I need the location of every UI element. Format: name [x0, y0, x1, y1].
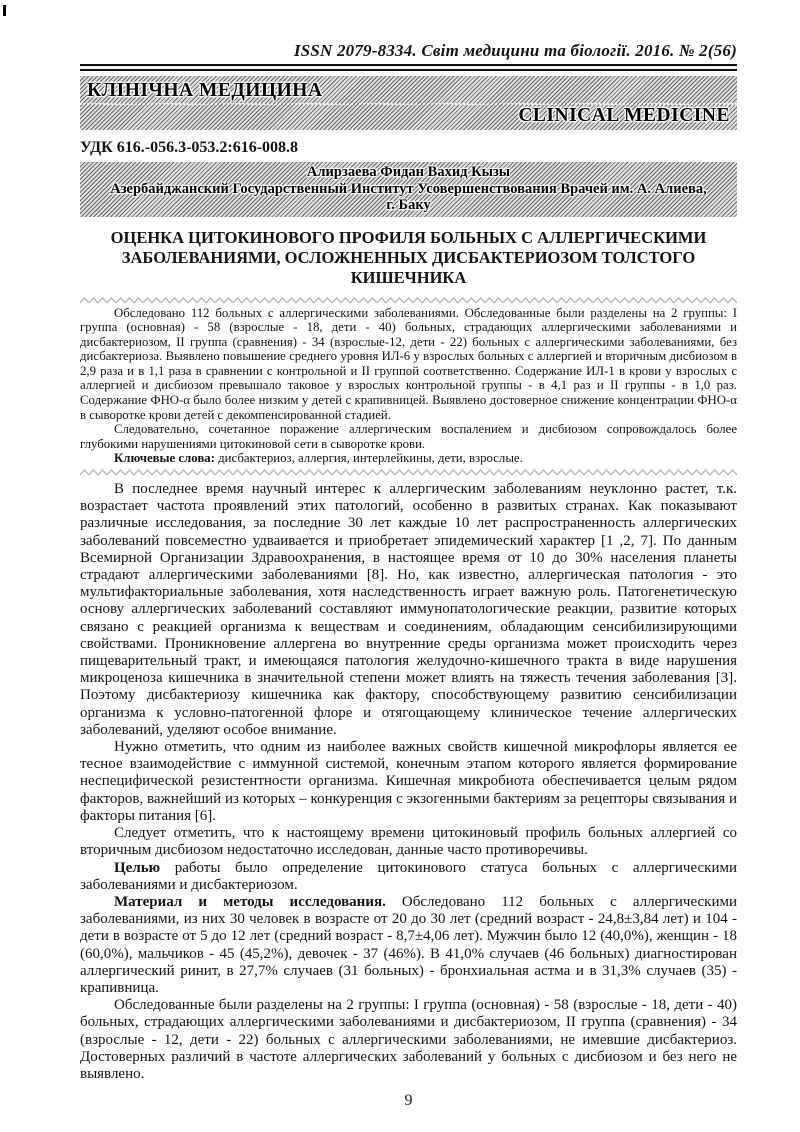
body-paragraph-1: В последнее время научный интерес к аллергическим заболеваниям неуклонно растет, т.к. возрастает частота проявлений этих патологий, особенно в развитых странах. Как показывают различные исследования, за последние 30 лет каждые 10 лет распространенность аллергических заболеваний повсеместно удваивается и приобретает эпидемический характер [1 ,2, 7]. По данным Всемирной Организации Здравоохранения, в настоящее время от 10 до 30% населения планеты страдают аллергическими заболеваниями [8]. Но, как известно, аллергическая патология - это мультифакториальные заболевания, хотя наследственность играет важную роль. Патогенетическую основу аллергических заболеваний составляют иммунопатологические реакции, развитие которых связано с реакцией организма к веществам и соединениям, обладающим сенсибилизирующими свойствами. Проникновение аллергена во внутренние среды организма может происходить через пищеварительный тракт, и имеющаяся патология желудочно-кишечного тракта в виде нарушения микроценоза кишечника в значительной степени может влиять на тяжесть течения заболевания [3]. Поэтому дисбактериозу кишечника как фактору, способствующему развитию сенсибилизации организма к условно-патогенной флоре и отягощающему клиническое течение аллергических заболеваний, уделяют особое внимание. — [80, 481, 737, 738]
page-number: 9 — [404, 1092, 413, 1110]
section-title-ukrainian: КЛІНІЧНА МЕДИЦИНА — [87, 80, 323, 101]
keywords-label: Ключевые слова: — [114, 451, 215, 466]
header-double-rule — [80, 64, 737, 71]
body-paragraph-6: Обследованные были разделены на 2 группы: I группа (основная) - 58 (взрослые - 18, дети - 40) больных, страдающих аллергическими заболеваниями и дисбактериозом, II группа (сравнения) - 34 (взрослые - 12, дети - 22) больных с аллергическими заболеваниями, не имевшие дисбактериоз. Достоверных различий в частоте аллергических заболеваний у больных с дисбиозом и без него не выявлено. — [80, 997, 737, 1082]
body-paragraph-3: Следует отметить, что к настоящему времени цитокиновый профиль больных аллергией со вторичным дисбиозом недостаточно исследован, данные часто противоречивы. — [80, 825, 737, 859]
methods-text: Обследовано 112 больных с аллергическими заболеваниями, из них 30 человек в возрасте от 20 до 30 лет (средний возраст - 24,8±3,84 лет) и 104 - дети в возрасте от 5 до 12 лет (средний возраст - 8,7±4,06 лет). Мужчин было 12 (40,0%), женщин - 18 (60,0%), мальчиков - 45 (45,2%), девочек - 37 (46%). В 41,0% случаев (46 больных) диагностирован аллергический ринит, в 27,7% случаев (31 больных) - бронхиальная астма и в 31,3% случаев (35) - крапивница. — [80, 893, 737, 996]
author-block — [80, 162, 737, 217]
journal-issn-header: ISSN 2079-8334. Світ медицини та біології. 2016. № 2(56) — [293, 41, 737, 60]
body-paragraph-4 — [80, 860, 737, 894]
article-title: ОЦЕНКА ЦИТОКИНОВОГО ПРОФИЛЯ БОЛЬНЫХ С АЛЛЕРГИЧЕСКИМИ ЗАБОЛЕВАНИЯМИ, ОСЛОЖНЕННЫХ ДИСБАКТЕРИОЗОМ ТОЛСТОГО КИШЕЧНИКА — [110, 227, 707, 287]
page-content-column — [80, 0, 737, 1110]
author-city: г. Баку — [386, 197, 431, 213]
body-paragraph-5 — [80, 894, 737, 997]
author-affiliation: Азербайджанский Государственный Институт Усовершенствования Врачей им. А. Алиева, — [110, 180, 707, 197]
section-title-english: CLINICAL MEDICINE — [518, 105, 730, 126]
author-name: Алирзаева Фидан Вахид Кызы — [306, 164, 511, 180]
abstract-section — [80, 306, 737, 467]
keywords-line — [80, 451, 737, 466]
abstract-paragraph-1: Обследовано 112 больных с аллергическими заболеваниями. Обследованные были разделены на 2 группы: I группа (основная) - 58 (взрослые - 18, дети - 40) больных, страдающих аллергическими заболеваниями и дисбактериозом, II группа (сравнения) - 34 (взрослые-12, дети - 22) больных с аллергическими заболеваниями, без дисбактериоза. Выявлено повышение среднего уровня ИЛ-6 у взрослых больных с аллергией и вторичным дисбиозом в 2,9 раза и в 1,1 раза в сравнении с контрольной и II группой соответственно. Содержание ИЛ-1 в крови у взрослых с аллергией и дисбиозом превышало таковое у взрослых контрольной группы - в 4,1 раз и II группы - в 1,0 раз. Содержание ФНО-α было более низким у детей с крапивницей. Выявлено достоверное снижение концентрации ФНО-α в сыворотке крови детей с декомпенсированной стадией. — [80, 305, 737, 422]
section-banner — [80, 76, 737, 130]
aim-text: работы было определение цитокинового статуса больных с аллергическими заболеваниями и дисбактериозом. — [80, 859, 737, 893]
abstract-paragraph-2: Следовательно, сочетанное поражение аллергическим воспалением и дисбиозом сопровождалось более глубокими нарушениями цитокиновой сети в сыворотке крови. — [80, 422, 737, 451]
zigzag-divider-bottom — [80, 469, 737, 476]
zigzag-divider-top — [80, 297, 737, 304]
body-paragraph-2: Нужно отметить, что одним из наиболее важных свойств кишечной микрофлоры является ее тесное взаимодействие с иммунной системой, конечным этапом которого является формирование неспецифической резистентности организма. Кишечная микробиота обеспечивается целым рядом факторов, важнейший из которых – конкуренция с экзогенными бактериям за рецепторы связывания и факторы питания [6]. — [80, 739, 737, 824]
udk-code: УДК 616.-056.3-053.2:616-008.8 — [80, 139, 299, 156]
keywords-text: дисбактериоз, аллергия, интерлейкины, дети, взрослые. — [214, 451, 523, 466]
methods-lead-label: Материал и методы исследования. — [114, 893, 386, 910]
scan-corner-mark — [3, 5, 6, 16]
aim-lead-label: Целью — [114, 859, 161, 876]
article-body — [80, 481, 737, 1083]
